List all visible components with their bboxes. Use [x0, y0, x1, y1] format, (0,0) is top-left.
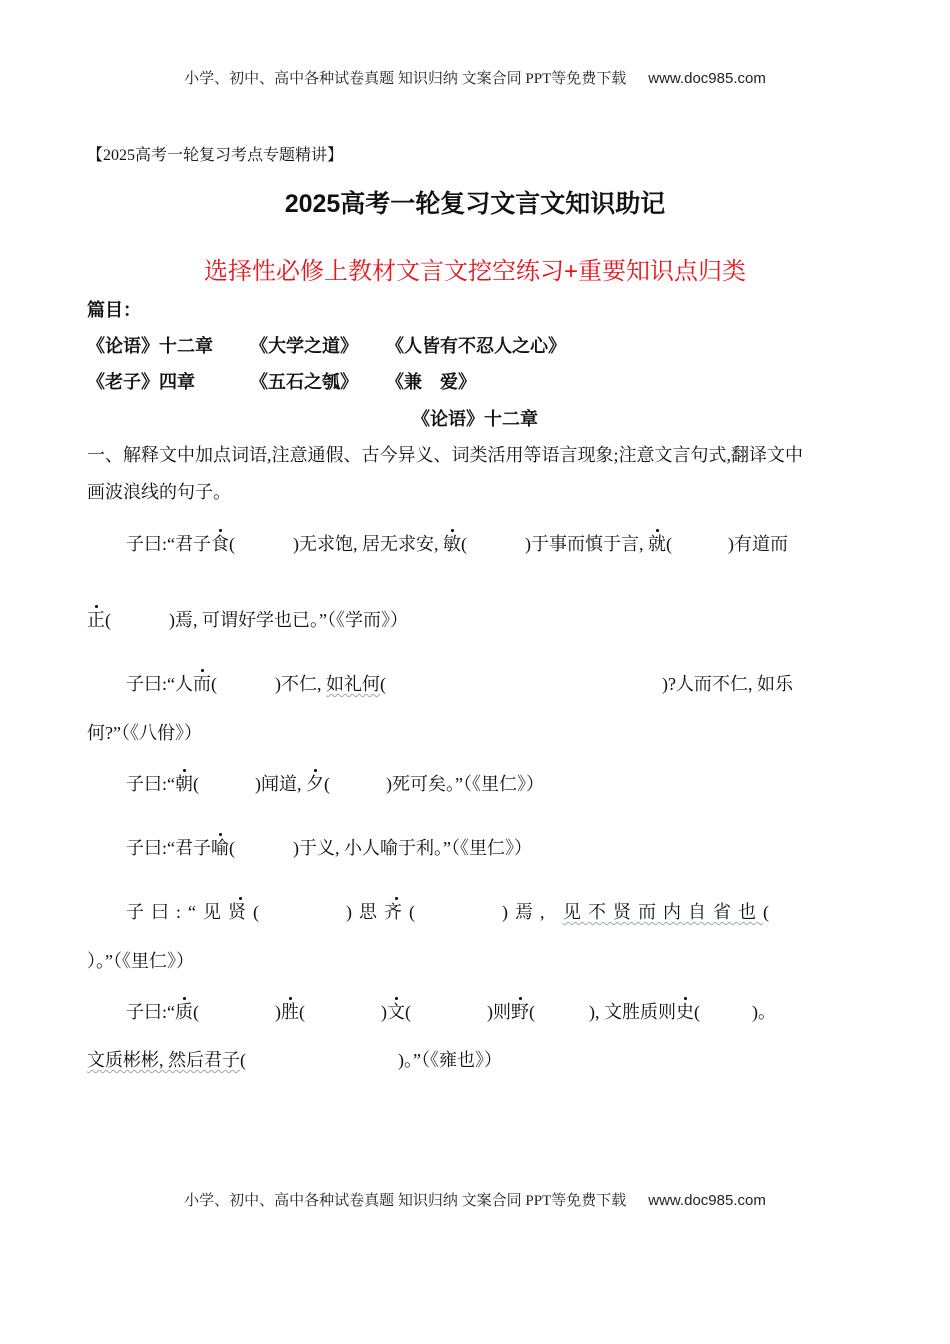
header-url[interactable]: www.doc985.com	[648, 70, 766, 87]
contents-item: 《人皆有不忍人之心》	[386, 336, 566, 356]
dotted-word: 夕	[306, 774, 324, 794]
section-title: 《论语》十二章	[412, 409, 538, 429]
text: 子曰:“见	[126, 902, 228, 922]
text: )闻道,	[255, 774, 306, 794]
text: 子曰:“	[126, 774, 175, 794]
text: (	[253, 902, 266, 922]
page-footer	[0, 1189, 950, 1213]
text: (	[380, 674, 386, 694]
passage-6-line-2	[87, 1048, 502, 1072]
dotted-word: 质	[175, 1002, 193, 1022]
text: 子曰:“君子	[126, 838, 211, 858]
contents-label: 篇目：	[87, 300, 141, 320]
text: 子曰:“	[126, 1002, 175, 1022]
dotted-word: 就	[648, 534, 666, 554]
text: 子曰:“人	[126, 674, 193, 694]
passage-5-line-2: ）。”（《里仁》）	[87, 951, 194, 971]
wavy-sentence: 如礼何	[326, 674, 380, 694]
contents-item: 《大学之道》	[250, 336, 358, 356]
text: )?人而不仁, 如乐	[662, 674, 793, 694]
instruction-line: 一、解释文中加点词语,注意通假、古今异义、词类活用等语言现象;注意文言句式,翻译文中	[87, 445, 803, 465]
header-text: 小学、初中、高中各种试卷真题 知识归纳 文案合同 PPT等免费下载	[184, 71, 627, 87]
page-header	[0, 67, 950, 91]
page-subtitle: 选择性必修上教材文言文挖空练习+重要知识点归类	[203, 258, 746, 285]
passage-3	[126, 772, 544, 796]
text: )思	[346, 902, 384, 922]
text: (	[461, 534, 467, 554]
dotted-word: 喻	[211, 838, 229, 858]
wavy-sentence: 见不贤而内自省也	[563, 902, 763, 922]
wavy-sentence: 文质彬彬, 然后君子	[87, 1050, 240, 1070]
passage-1-line-1	[126, 532, 788, 556]
dotted-word: 朝	[175, 774, 193, 794]
text: )焉,	[502, 902, 563, 922]
text: (	[324, 774, 330, 794]
text: (	[211, 674, 217, 694]
passage-2-line-2: 何?”（《八佾》）	[87, 723, 202, 743]
text: )	[381, 1002, 387, 1022]
footer-text: 小学、初中、高中各种试卷真题 知识归纳 文案合同 PPT等免费下载	[184, 1193, 627, 1209]
text: )则	[487, 1002, 511, 1022]
topic-tag: 【2025高考一轮复习考点专题精讲】	[87, 147, 344, 164]
text: (	[229, 534, 235, 554]
text: )有道而	[728, 534, 788, 554]
passage-1-line-2	[87, 608, 408, 632]
contents-item: 《老子》四章	[87, 372, 195, 392]
text: )死可矣。”（《里仁》）	[386, 774, 544, 794]
text: )于事而慎于言,	[525, 534, 648, 554]
text: 子曰:“君子	[126, 534, 211, 554]
page-title: 2025高考一轮复习文言文知识助记	[284, 190, 666, 218]
text: )不仁,	[275, 674, 326, 694]
text: (	[529, 1002, 535, 1022]
passage-4	[126, 836, 532, 860]
passage-2-line-1	[126, 672, 793, 696]
contents-item: 《兼 爱》	[386, 372, 476, 392]
dotted-word: 敏	[443, 534, 461, 554]
dotted-word: 齐	[384, 902, 409, 922]
dotted-word: 胜	[281, 1002, 299, 1022]
dotted-word: 而	[193, 674, 211, 694]
text: (	[694, 1002, 700, 1022]
text: )	[275, 1002, 281, 1022]
text: ), 文胜质则	[589, 1002, 676, 1022]
text: (	[405, 1002, 411, 1022]
text: (	[193, 1002, 199, 1022]
text: (	[666, 534, 672, 554]
text: (	[229, 838, 235, 858]
passage-6-line-1	[126, 1000, 776, 1024]
instruction-line: 画波浪线的句子。	[87, 482, 231, 502]
dotted-word: 正	[87, 610, 105, 630]
text: (	[105, 610, 111, 630]
text: (	[763, 902, 776, 922]
text: (	[299, 1002, 305, 1022]
dotted-word: 食	[211, 534, 229, 554]
dotted-word: 野	[511, 1002, 529, 1022]
text: )于义, 小人喻于利。”（《里仁》）	[293, 838, 532, 858]
text: (	[193, 774, 199, 794]
text: )。”（《雍也》）	[398, 1050, 502, 1070]
contents-item: 《论语》十二章	[87, 336, 213, 356]
dotted-word: 文	[387, 1002, 405, 1022]
text: )无求饱, 居无求安,	[293, 534, 443, 554]
dotted-word: 贤	[228, 902, 253, 922]
footer-url[interactable]: www.doc985.com	[648, 1192, 766, 1209]
text: )焉, 可谓好学也已。”（《学而》）	[169, 610, 408, 630]
text: (	[409, 902, 422, 922]
text: )。	[752, 1002, 776, 1022]
text: (	[240, 1050, 246, 1070]
passage-5-line-1	[126, 900, 776, 924]
dotted-word: 史	[676, 1002, 694, 1022]
contents-item: 《五石之瓠》	[250, 372, 358, 392]
